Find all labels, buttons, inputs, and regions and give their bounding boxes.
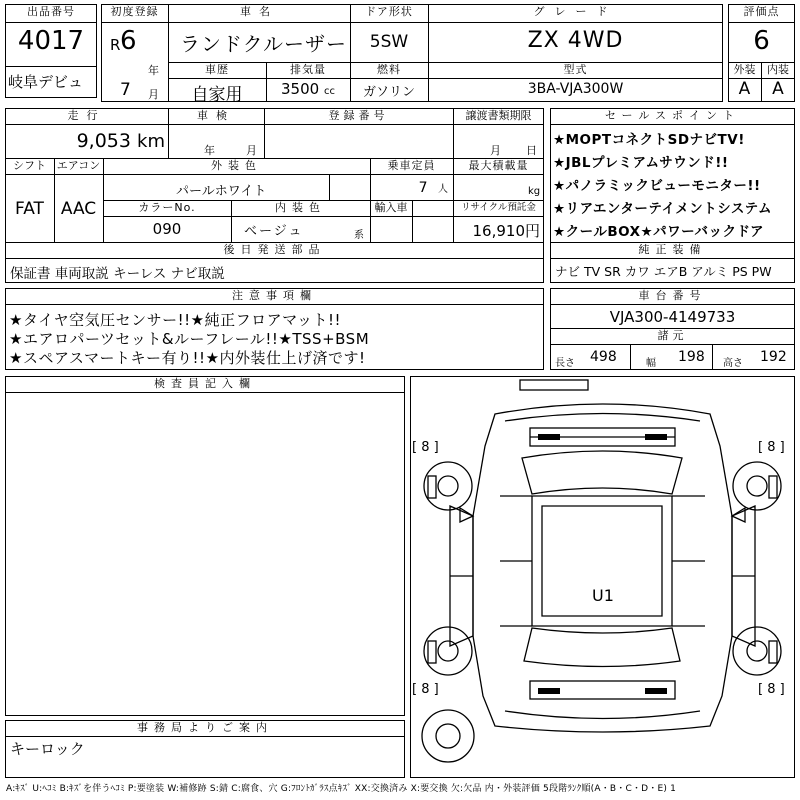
width: 198 [678,349,705,365]
tire-depth-front-left: [ 8 ] [412,440,439,455]
month-unit: 月 [148,88,159,101]
interior-grade-label: 内装 [767,63,789,76]
auction-venue: 岐阜デビュ [8,73,84,91]
era-mark: R [110,36,121,54]
inspection-month-unit: 月 [246,144,257,157]
interior-grade: A [772,79,784,99]
capacity-unit: 人 [438,184,448,195]
registration-number-label: 登録番号 [328,109,389,122]
transfer-deadline-label: 譲渡書類期限 [465,109,532,122]
width-label: 幅 [646,358,656,369]
office-label: 事務局よりご案内 [137,721,273,734]
capacity-label: 乗車定員 [387,159,436,172]
recycle-deposit-label: リサイクル預託金 [461,202,536,213]
height-label: 高さ [723,358,743,369]
shift-label: シフト [13,159,46,172]
car-name-label: 車名 [240,5,278,18]
lot-number: 4017 [17,26,85,56]
later-parts-label: 後日発送部品 [223,243,326,256]
later-parts: 保証書 車両取説 キーレス ナビ取説 [10,266,225,282]
model-code-label: 型式 [563,63,588,76]
mileage [5,130,165,152]
sales-points-label: セールスポイント [604,109,740,122]
max-load-label: 最大積載量 [468,159,529,172]
first-registration-label: 初度登録 [110,5,159,18]
fuel-label: 燃料 [377,63,401,76]
notes-label: 注意事項欄 [232,289,317,302]
legend-footer: A:ｷｽﾞ U:ﾍｺﾐ B:ｷｽﾞを伴うﾍｺﾐ P:要塗装 W:補修跡 S:錆 C:腐食、穴 G:ﾌﾛﾝﾄｶﾞﾗｽ点ｷｽﾞ XX:交換済み X:要交換 欠:欠品 内・外装評価 5段階ﾗﾝｸ順(A・B・C・D・E) 1 [6,784,677,794]
lot-number-label: 出品番号 [27,5,75,18]
grade-label: グレード [533,5,618,18]
specs-label: 諸元 [657,329,688,342]
car-damage-diagram [410,376,795,778]
max-load-unit: kg [528,186,541,197]
shift: FAT [15,199,44,219]
sales-point: ★JBLプレミアムサウンド!! [553,155,729,171]
tire-depth-rear-right: [ 8 ] [758,682,785,697]
import-label: 輸入車 [374,201,408,214]
sales-point: ★クールBOX★パワーバックドア [553,224,765,240]
registration-year: 6 [120,26,137,56]
length: 498 [590,349,617,365]
year-unit: 年 [148,64,159,77]
length-label: 長さ [555,358,575,369]
fuel: ガソリン [362,85,415,100]
mileage-value: 9,053 [76,130,131,152]
history: 自家用 [191,85,243,105]
mileage-unit: km [137,131,165,152]
color-number-label: カラーNo. [138,201,196,214]
chassis-number: VJA300-4149733 [609,308,736,326]
mileage-label: 走行 [67,109,106,122]
capacity-value: 7 [418,180,428,196]
car-name: ランドクルーザー [180,32,347,56]
interior-color-unit: 系 [354,230,364,241]
note-line: ★タイヤ空気圧センサー!!★純正フロアマット!! [9,311,342,329]
note-line: ★スペアスマートキー有り!!★内外装仕上げ済です! [9,349,366,367]
inspector-box [5,376,405,716]
air-conditioner-label: エアコン [56,159,101,172]
exterior-grade-label: 外装 [733,63,756,76]
score-label: 評価点 [743,5,780,18]
model-code: 3BA-VJA300W [527,81,624,97]
exterior-color: パールホワイト [176,184,267,199]
height: 192 [760,349,787,365]
score: 6 [753,26,770,56]
transfer-day-unit: 日 [526,144,537,157]
damage-mark: U1 [592,586,614,605]
exterior-grade: A [738,79,751,99]
genuine-equipment-label: 純正装備 [638,243,707,256]
office-note: キーロック [10,740,85,758]
displacement-label: 排気量 [290,63,326,76]
displacement [266,80,350,98]
sales-point: ★リアエンターテイメントシステム [553,201,772,217]
history-label: 車歴 [205,63,229,76]
tire-depth-rear-left: [ 8 ] [412,682,439,697]
tire-depth-front-right: [ 8 ] [758,440,785,455]
recycle-deposit: 16,910円 [472,222,540,240]
inspection-year-unit: 年 [204,144,215,157]
displacement-unit: cc [323,86,335,97]
displacement-value: 3500 [281,80,320,98]
transfer-month-unit: 月 [490,144,501,157]
interior-color: ベージュ [244,224,304,239]
registration-month: 7 [120,80,131,100]
grade: ZX 4WD [527,28,624,53]
interior-color-label: 内装色 [275,201,326,214]
inspector-label: 検査員記入欄 [154,377,256,390]
door-type-label: ドア形状 [365,5,413,18]
note-line: ★エアロパーツセット&ルーフレール!!★TSS+BSM [9,330,370,348]
genuine-equipment: ナビ TV SR カワ エアB アルミ PS PW [555,264,772,279]
exterior-color-label: 外装色 [211,159,262,172]
sales-point: ★パノラミックビューモニター!! [553,178,761,194]
inspection-label: 車検 [197,109,235,122]
air-conditioner: AAC [60,199,97,219]
color-number: 090 [152,220,182,238]
chassis-number-label: 車台番号 [638,289,707,302]
capacity [370,180,448,196]
sales-point: ★MOPTコネクトSDナビTV! [553,132,745,148]
door-type: 5SW [369,32,409,52]
